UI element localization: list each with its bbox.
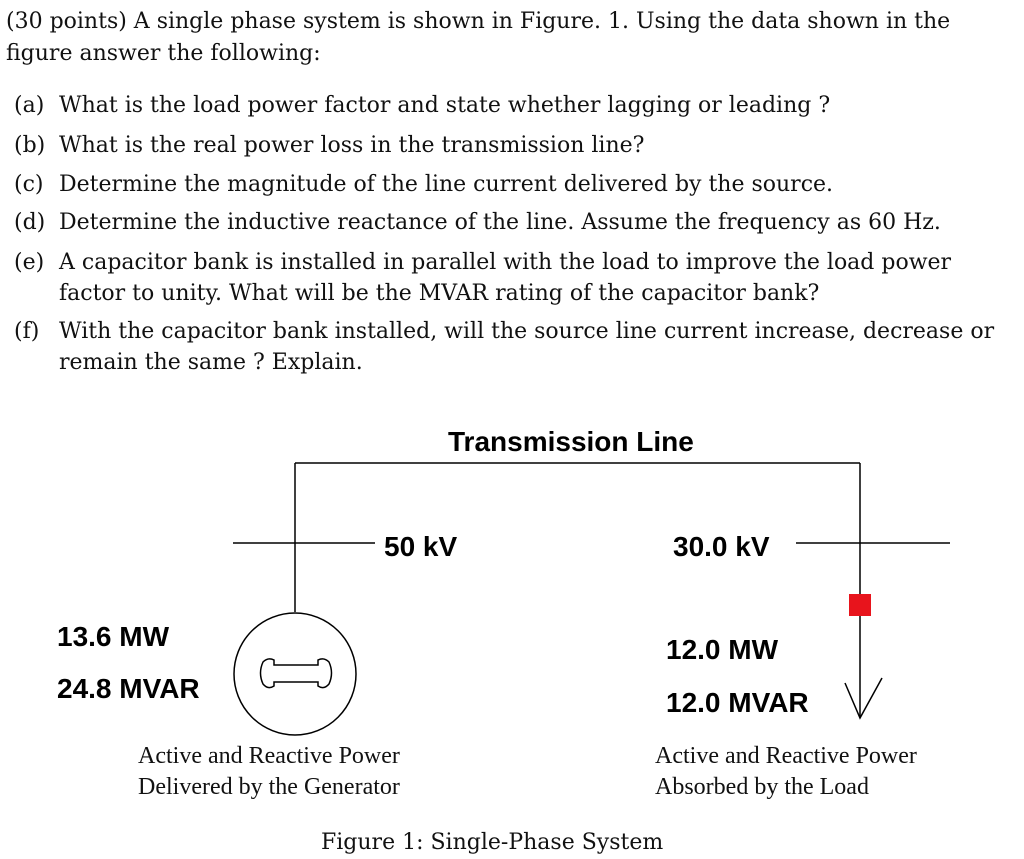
generator-caption-line1: Active and Reactive Power xyxy=(138,743,400,769)
load-mvar: 12.0 MVAR xyxy=(666,687,809,718)
generator-symbol-icon xyxy=(261,659,332,688)
figure-title: Transmission Line xyxy=(448,426,694,457)
question-label: (f) xyxy=(14,319,40,344)
question-label: (e) xyxy=(14,250,45,275)
question-label: (b) xyxy=(14,133,46,158)
question-label: (a) xyxy=(14,93,45,118)
load-caption-line2: Absorbed by the Load xyxy=(655,774,869,800)
question-text: What is the real power loss in the transmission line? xyxy=(59,133,645,158)
load-mw: 12.0 MW xyxy=(666,634,779,665)
question-text: Determine the magnitude of the line current delivered by the source. xyxy=(59,172,834,197)
question-label: (c) xyxy=(14,172,44,197)
generator-caption-line2: Delivered by the Generator xyxy=(138,774,400,800)
question-text: With the capacitor bank installed, will the source line current increase, decrease or remain the same ? Explain. xyxy=(59,319,995,375)
load-caption-line1: Active and Reactive Power xyxy=(655,743,917,769)
question-text: A capacitor bank is installed in parallel with the load to improve the load power factor to unity. What will be the MVAR rating of the capacitor bank? xyxy=(59,250,952,306)
left-bus-voltage: 50 kV xyxy=(384,531,458,562)
figure-caption: Figure 1: Single-Phase System xyxy=(321,830,664,855)
generator-mw: 13.6 MW xyxy=(57,621,170,652)
load-arrow-icon xyxy=(845,678,882,718)
problem-intro: (30 points) A single phase system is shown in Figure. 1. Using the data shown in the figure answer the following: xyxy=(6,9,951,66)
question-text: Determine the inductive reactance of the line. Assume the frequency as 60 Hz. xyxy=(59,210,941,235)
generator-mvar: 24.8 MVAR xyxy=(57,673,200,704)
generator-circle xyxy=(234,613,356,735)
right-bus-voltage: 30.0 kV xyxy=(673,531,770,562)
question-text: What is the load power factor and state whether lagging or leading ? xyxy=(59,93,831,118)
breaker-icon xyxy=(849,594,871,616)
question-label: (d) xyxy=(14,210,46,235)
